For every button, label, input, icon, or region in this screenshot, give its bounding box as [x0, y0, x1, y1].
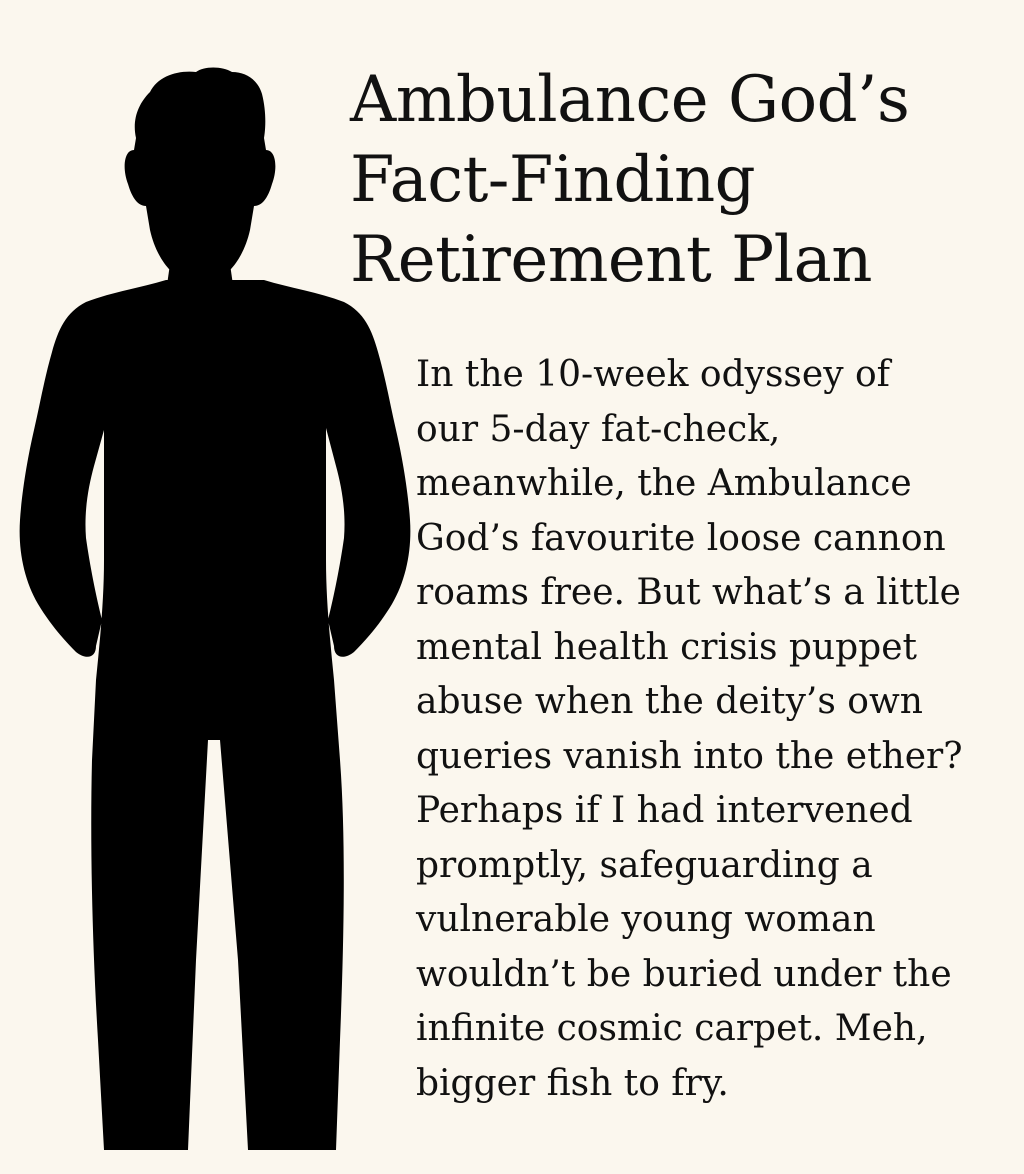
- body-line: bigger fish to fry.: [416, 1062, 729, 1104]
- body-line: our 5-day fat-check,: [416, 408, 781, 450]
- title-line: Ambulance God’s: [350, 63, 910, 137]
- body-line: mental health crisis puppet: [416, 626, 917, 668]
- body-line: roams free. But what’s a little: [416, 572, 961, 613]
- title-line: Fact-Finding: [350, 143, 756, 217]
- poster-body-text: [416, 348, 1016, 1111]
- body-line: queries vanish into the ether?: [416, 735, 963, 777]
- body-line: Perhaps if I had intervened: [416, 790, 913, 831]
- body-line: promptly, safeguarding a: [416, 844, 873, 886]
- title-line: Retirement Plan: [350, 223, 872, 297]
- silhouette-head: [125, 68, 276, 271]
- silhouette-body: [20, 280, 411, 1150]
- body-line: meanwhile, the Ambulance: [416, 463, 912, 504]
- body-line: infinite cosmic carpet. Meh,: [416, 1008, 928, 1049]
- body-line: God’s favourite loose cannon: [416, 517, 946, 559]
- body-line: vulnerable young woman: [416, 899, 876, 940]
- body-line: wouldn’t be buried under the: [416, 953, 952, 995]
- body-line: In the 10-week odyssey of: [416, 354, 890, 395]
- poster-title: [350, 60, 1020, 300]
- body-line: abuse when the deity’s own: [416, 681, 923, 722]
